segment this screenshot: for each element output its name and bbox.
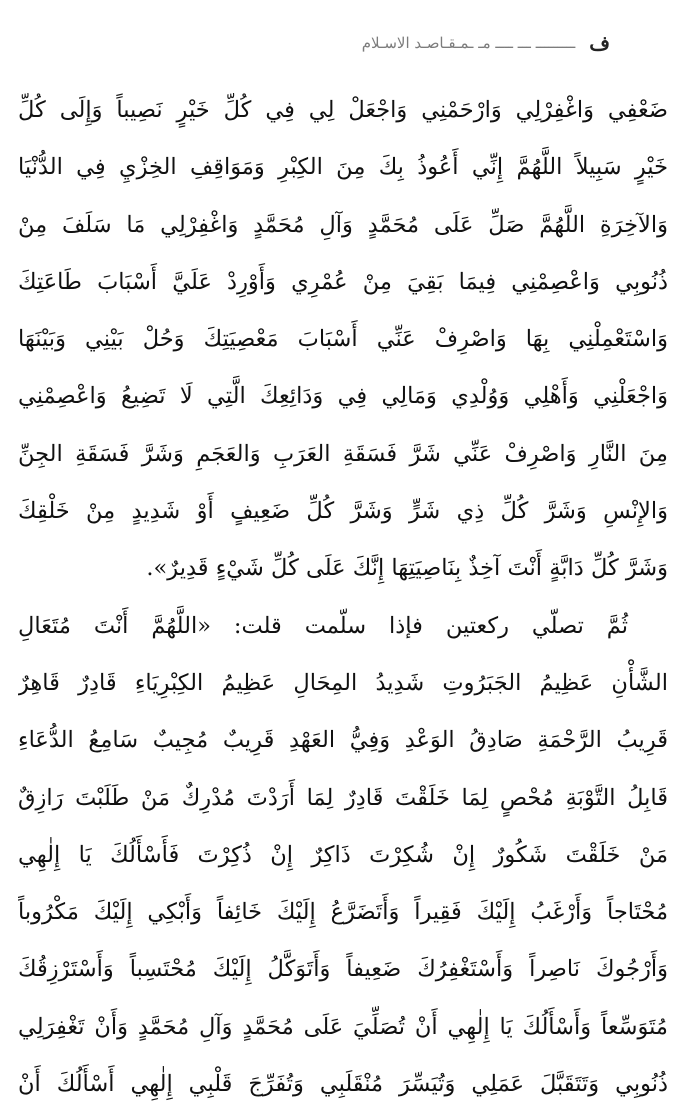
text-line: مُحْتَاجاً وَأَرْغَبُ إِلَيْكَ فَقِيراً وَأَتَضَرَّعُ إِلَيْكَ خَائِفاً وَأَبْكِي إِلَيْكَ مَكْرُوباً	[18, 899, 668, 926]
header-mark: ف	[589, 31, 610, 55]
text-line: ثُمَّ تصلّي ركعتين فإذا سلّمت قلت: «اللَّهُمَّ أَنْتَ مُتَعَالِ	[18, 612, 628, 639]
text-line: ذُنُوبِي وَاعْصِمْنِي فِيمَا بَقِيَ مِنْ عُمْرِي وَأَوْرِدْ عَلَيَّ أَسْبَابَ طَاعَتِكَ	[18, 268, 668, 295]
text-line: الشَّأْنِ عَظِيمُ الجَبَرُوتِ شَدِيدُ المِحَالِ عَظِيمُ الكِبْرِيَاءِ قَادِرٌ قَاهِرٌ	[18, 669, 668, 696]
paragraph	[18, 598, 668, 1113]
text-line: وَاجْعَلْنِي وَأَهْلِي وَوُلْدِي وَمَالِي فِي وَدَائِعِكَ الَّتِي لَا تَضِيعُ وَاعْصِمْنِي	[18, 383, 668, 410]
running-header	[250, 28, 610, 58]
text-line: قَرِيبُ الرَّحْمَةِ صَادِقُ الوَعْدِ وَفِيُّ العَهْدِ قَرِيبٌ مُجِيبٌ سَامِعُ الدُّعَاءِ	[18, 727, 668, 754]
paragraph	[18, 82, 668, 598]
body-text	[18, 82, 668, 1113]
text-line: وَاسْتَعْمِلْنِي بِهَا وَاصْرِفْ عَنِّي أَسْبَابَ مَعْصِيَتِكَ وَحُلْ بَيْنِي وَبَيْنَهَا	[18, 326, 668, 353]
text-line: ضَعْفِي وَاغْفِرْلِي وَارْحَمْنِي وَاجْعَلْ لِي فِي كُلِّ خَيْرٍ نَصِيباً وَإِلَى كُلِّ	[18, 97, 668, 123]
text-line: وَالإِنْسِ وَشَرَّ كُلِّ ذِي شَرٍّ وَشَرَّ كُلِّ ضَعِيفٍ أَوْ شَدِيدٍ مِنْ خَلْقِكَ	[18, 498, 668, 525]
text-line: مِنَ النَّارِ وَاصْرِفْ عَنِّي شَرَّ فَسَقَةِ العَرَبِ وَالعَجَمِ وَشَرَّ فَسَقَةِ الجِنِّ	[18, 440, 668, 467]
text-line: وَالآخِرَةِ اللَّهُمَّ صَلِّ عَلَى مُحَمَّدٍ وَآلِ مُحَمَّدٍ وَاغْفِرْلِي مَا سَلَفَ مِنْ	[18, 211, 668, 238]
text-line: وَأَرْجُوكَ نَاصِراً وَأَسْتَغْفِرُكَ ضَعِيفاً وَأَتَوَكَّلُ إِلَيْكَ مُحْتَسِباً وَأَسْتَرْزِقُكَ	[18, 956, 668, 983]
text-line: مُتَوَسِّعاً وَأَسْأَلُكَ يَا إِلٰهِي أَنْ تُصَلِّيَ عَلَى مُحَمَّدٍ وَآلِ مُحَمَّدٍ وَأَنْ تَغْفِرَلِي	[18, 1013, 668, 1040]
header-title: ـــــــــ ـــ ــــ مـ ـمـقـاصـد الاسـلام	[361, 34, 576, 52]
text-line: ذُنُوبِي وَتَتَقَبَّلَ عَمَلِي وَتُيَسِّرَ مُنْقَلَبِي وَتُفَرِّجَ قَلْبِي إِلٰهِي أَسْأَلُكَ أَنْ	[18, 1071, 668, 1098]
text-line: قَابِلُ التَّوْبَةِ مُحْصٍ لِمَا خَلَقْتَ قَادِرٌ لِمَا أَرَدْتَ مُدْرِكٌ مَنْ طَلَبْتَ رَازِقٌ	[18, 784, 668, 811]
text-line: وَشَرَّ كُلِّ دَابَّةٍ أَنْتَ آخِذٌ بِنَاصِيَتِهَا إِنَّكَ عَلَى كُلِّ شَيْءٍ قَدِيرٌ».	[146, 555, 668, 582]
text-line: خَيْرٍ سَبِيلاً اللَّهُمَّ إِنِّي أَعُوذُ بِكَ مِنَ الكِبْرِ وَمَوَاقِفِ الخِزْيِ فِي الدُّنْيَا	[18, 154, 668, 181]
text-line: مَنْ خَلَقْتَ شَكُورٌ إِنْ شُكِرْتَ ذَاكِرٌ إِنْ ذُكِرْتَ فَأَسْأَلُكَ يَا إِلٰهِي	[18, 841, 668, 868]
